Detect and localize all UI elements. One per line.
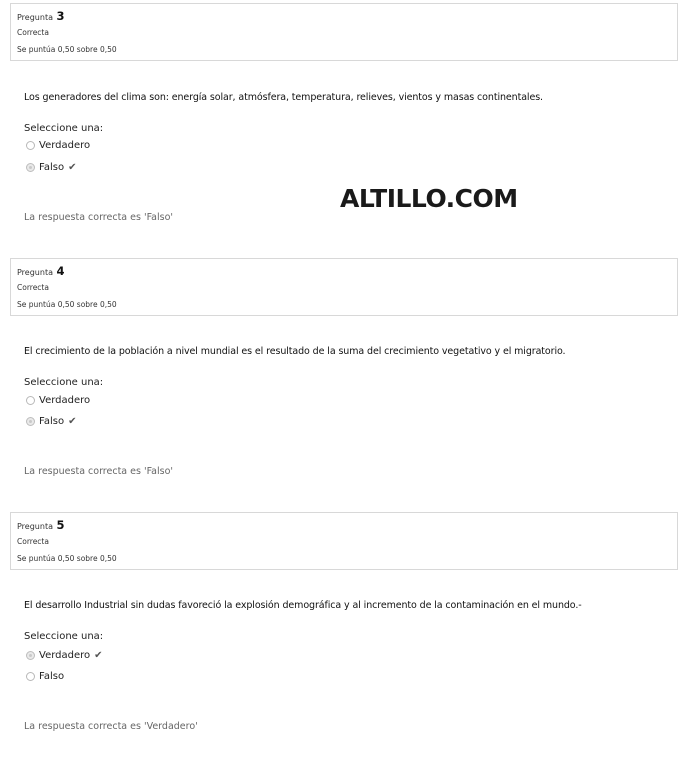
question-number <box>17 518 65 532</box>
answer-option-verdadero[interactable] <box>26 650 103 661</box>
question-label: Pregunta <box>17 13 53 22</box>
option-label: Verdadero <box>39 395 91 406</box>
question-number-value: 4 <box>56 264 65 278</box>
question-text: El desarrollo Industrial sin dudas favoreció la explosión demográfica y al incremento de la contaminación en el mundo.- <box>24 600 582 611</box>
question-info-box <box>10 3 678 61</box>
question-label: Pregunta <box>17 522 53 531</box>
option-label: Falso <box>39 671 65 682</box>
question-state: Correcta <box>17 283 49 292</box>
radio-icon[interactable] <box>26 651 35 660</box>
question-info-box <box>10 258 678 316</box>
option-label: Verdadero <box>39 650 91 661</box>
question-grade: Se puntúa 0,50 sobre 0,50 <box>17 300 117 309</box>
radio-icon[interactable] <box>26 672 35 681</box>
question-state: Correcta <box>17 537 49 546</box>
answer-prompt: Seleccione una: <box>24 631 104 642</box>
question-number <box>17 9 65 23</box>
right-answer-feedback: La respuesta correcta es 'Falso' <box>24 212 173 223</box>
radio-icon[interactable] <box>26 141 35 150</box>
question-info-box <box>10 512 678 570</box>
check-icon: ✔ <box>68 416 77 427</box>
check-icon: ✔ <box>68 162 77 173</box>
radio-icon[interactable] <box>26 396 35 405</box>
question-label: Pregunta <box>17 268 53 277</box>
question-grade: Se puntúa 0,50 sobre 0,50 <box>17 554 117 563</box>
answer-prompt: Seleccione una: <box>24 123 104 134</box>
right-answer-feedback: La respuesta correcta es 'Falso' <box>24 466 173 477</box>
question-number-value: 5 <box>56 518 65 532</box>
answer-option-falso[interactable] <box>26 416 76 427</box>
answer-prompt: Seleccione una: <box>24 377 104 388</box>
answer-option-falso[interactable] <box>26 671 64 682</box>
answer-option-falso[interactable] <box>26 162 76 173</box>
radio-icon[interactable] <box>26 417 35 426</box>
radio-icon[interactable] <box>26 163 35 172</box>
check-icon: ✔ <box>94 650 103 661</box>
question-number <box>17 264 65 278</box>
option-label: Verdadero <box>39 140 91 151</box>
question-text: Los generadores del clima son: energía solar, atmósfera, temperatura, relieves, vientos y masas continentales. <box>24 92 543 103</box>
option-label: Falso <box>39 416 65 427</box>
question-text: El crecimiento de la población a nivel mundial es el resultado de la suma del crecimiento vegetativo y el migratorio. <box>24 346 566 357</box>
question-state: Correcta <box>17 28 49 37</box>
right-answer-feedback: La respuesta correcta es 'Verdadero' <box>24 721 198 732</box>
option-label: Falso <box>39 162 65 173</box>
answer-option-verdadero[interactable] <box>26 395 90 406</box>
question-grade: Se puntúa 0,50 sobre 0,50 <box>17 45 117 54</box>
answer-option-verdadero[interactable] <box>26 140 90 151</box>
watermark: ALTILLO.COM <box>340 184 518 213</box>
question-number-value: 3 <box>56 9 65 23</box>
